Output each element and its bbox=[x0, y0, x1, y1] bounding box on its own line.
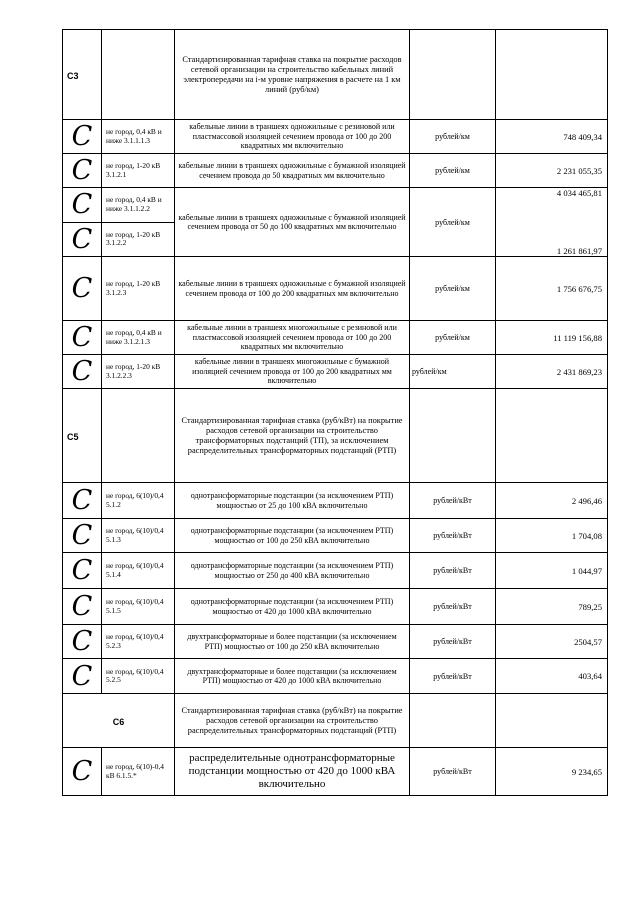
table-row bbox=[63, 321, 608, 355]
row-unit: рублей/кВт bbox=[410, 519, 496, 553]
row-unit: рублей/кВт bbox=[410, 748, 496, 796]
row-unit: рублей/кВт bbox=[410, 589, 496, 625]
section-row-c5 bbox=[63, 389, 608, 483]
section-label-cell bbox=[63, 389, 102, 483]
c-symbol: C bbox=[71, 223, 93, 255]
row-value: 2 431 869,23 bbox=[496, 355, 608, 389]
empty-cell bbox=[496, 389, 608, 483]
c-symbol: C bbox=[71, 591, 93, 622]
c-symbol-cell bbox=[63, 321, 102, 355]
c-symbol: C bbox=[71, 756, 93, 787]
empty-cell bbox=[410, 389, 496, 483]
empty-cell bbox=[102, 389, 175, 483]
section-title-cell bbox=[175, 694, 410, 748]
section-label-c3: С3 bbox=[67, 70, 79, 81]
c-symbol-cell bbox=[63, 483, 102, 519]
row-code: не город, 6(10)-0,4 кВ 6.1.5.* bbox=[102, 748, 175, 796]
row-value: 1 704,08 bbox=[496, 519, 608, 553]
section-label-c5: С5 bbox=[67, 431, 79, 442]
row-code: не город, 1-20 кВ 3.1.2.1 bbox=[102, 154, 175, 188]
row-code: не город, 1-20 кВ 3.1.2.2 bbox=[102, 222, 175, 257]
row-value: 2504,57 bbox=[496, 625, 608, 659]
empty-cell bbox=[496, 30, 608, 120]
row-value: 748 409,34 bbox=[496, 120, 608, 154]
row-unit: рублей/км bbox=[410, 154, 496, 188]
row-unit: рублей/км bbox=[410, 321, 496, 355]
section-title-c6: Стандартизированная тарифная ставка (руб/кВт) на покрытие расходов сетевой организации на строительство распределительных трансформаторных подстанций (РТП) bbox=[181, 705, 403, 735]
c-symbol-cell bbox=[63, 748, 102, 796]
table-row bbox=[63, 659, 608, 694]
c-symbol-cell bbox=[63, 589, 102, 625]
row-unit: рублей/км bbox=[410, 355, 496, 389]
c-symbol-cell bbox=[63, 257, 102, 321]
row-code: не город, 6(10)/0,4 5.2.3 bbox=[102, 625, 175, 659]
row-description: кабельные линии в траншеях многожильные с бумажной изоляцией сечением провода от 100 до 200 квадратных мм включительно bbox=[175, 355, 410, 389]
row-value-top: 4 034 465,81 bbox=[556, 188, 602, 198]
c-symbol-cell bbox=[63, 154, 102, 188]
c-symbol: C bbox=[71, 485, 93, 516]
c-symbol: C bbox=[71, 155, 93, 186]
section-row-c6 bbox=[63, 694, 608, 748]
c-symbol: C bbox=[71, 626, 93, 657]
row-description: кабельные линии в траншеях одножильные с резиновой или пластмассовой изоляцией сечением провода от 100 до 200 квадратных мм включительно bbox=[175, 120, 410, 154]
c-symbol-cell bbox=[63, 120, 102, 154]
section-label-c6: С6 bbox=[112, 716, 125, 727]
section-row-c3 bbox=[63, 30, 608, 120]
row-description: двухтрансформаторные и более подстанции (за исключением РТП) мощностью от 100 до 250 кВА включительно bbox=[175, 625, 410, 659]
c-symbol: C bbox=[71, 322, 93, 353]
tariff-table bbox=[62, 29, 608, 796]
c-symbol: C bbox=[71, 660, 93, 692]
table-row bbox=[63, 120, 608, 154]
row-code: не город, 0,4 кВ и ниже 3.1.2.1.3 bbox=[102, 321, 175, 355]
row-code: не город, 6(10)/0,4 5.2.5 bbox=[102, 659, 175, 694]
row-description: кабельные линии в траншеях одножильные с бумажной изоляцией сечением провода от 100 до 200 квадратных мм включительно bbox=[175, 257, 410, 321]
c-symbol-cell bbox=[63, 553, 102, 589]
row-unit: рублей/км bbox=[410, 257, 496, 321]
row-code: не город, 6(10)/0,4 5.1.3 bbox=[102, 519, 175, 553]
table-row bbox=[63, 483, 608, 519]
row-description: однотрансформаторные подстанции (за исключением РТП) мощностью от 250 до 400 кВА включительно bbox=[175, 553, 410, 589]
row-description: распределительные однотрансформаторные подстанции мощностью от 420 до 1000 кВА включительно bbox=[188, 752, 396, 790]
row-unit: рублей/кВт bbox=[410, 659, 496, 694]
split-value-container bbox=[496, 188, 602, 256]
row-value: 9 234,65 bbox=[496, 748, 608, 796]
c-symbol: C bbox=[71, 273, 93, 304]
row-description: кабельные линии в траншеях одножильные с бумажной изоляцией сечением провода от 50 до 100 квадратных мм включительно bbox=[175, 188, 410, 257]
table-row bbox=[63, 519, 608, 553]
c-symbol-cell bbox=[63, 625, 102, 659]
row-description: однотрансформаторные подстанции (за исключением РТП) мощностью от 100 до 250 кВА включительно bbox=[175, 519, 410, 553]
empty-cell bbox=[102, 30, 175, 120]
row-value: 1 044,97 bbox=[496, 553, 608, 589]
c-symbol: C bbox=[71, 121, 93, 152]
table-row bbox=[63, 154, 608, 188]
row-description: кабельные линии в траншеях одножильные с бумажной изоляцией сечением провода до 50 квадратных мм включительно bbox=[175, 154, 410, 188]
c-symbol-cell bbox=[63, 222, 102, 257]
row-value-bottom: 1 261 861,97 bbox=[556, 246, 602, 256]
c-symbol: C bbox=[71, 356, 93, 387]
c-symbol: C bbox=[71, 555, 93, 586]
row-unit: рублей/кВт bbox=[410, 553, 496, 589]
row-unit: рублей/км bbox=[410, 188, 496, 257]
table-row bbox=[63, 257, 608, 321]
row-description: двухтрансформаторные и более подстанции (за исключением РТП) мощностью от 420 до 1000 кВА включительно bbox=[175, 659, 410, 694]
row-unit: рублей/кВт bbox=[410, 625, 496, 659]
table-row bbox=[63, 748, 608, 796]
table-row bbox=[63, 355, 608, 389]
c-symbol-cell bbox=[63, 519, 102, 553]
table-row bbox=[63, 553, 608, 589]
row-code: не город, 6(10)/0,4 5.1.4 bbox=[102, 553, 175, 589]
row-value: 1 756 676,75 bbox=[496, 257, 608, 321]
c-symbol: C bbox=[71, 520, 93, 551]
row-unit: рублей/кВт bbox=[410, 483, 496, 519]
row-value: 2 231 055,35 bbox=[496, 154, 608, 188]
row-value: 403,64 bbox=[496, 659, 608, 694]
section-title-c3: Стандартизированная тарифная ставка на покрытие расходов сетевой организации на строительство кабельных линий электропередачи на i-м уровне напряжения в расчете на 1 км линий (руб/км) bbox=[182, 54, 402, 94]
row-code: не город, 0,4 кВ и ниже 3.1.1.1.3 bbox=[102, 120, 175, 154]
row-value: 11 119 156,88 bbox=[496, 321, 608, 355]
c-symbol: C bbox=[71, 189, 93, 221]
row-value-split bbox=[496, 188, 608, 257]
row-description: кабельные линии в траншеях многожильные с резиновой или пластмассовой изоляцией сечением провода от 100 до 200 квадратных мм включительно bbox=[175, 321, 410, 355]
row-code: не город, 6(10)/0,4 5.1.2 bbox=[102, 483, 175, 519]
row-value: 2 496,46 bbox=[496, 483, 608, 519]
c-symbol-cell bbox=[63, 659, 102, 694]
section-label-cell bbox=[63, 30, 102, 120]
section-title-cell bbox=[175, 389, 410, 483]
table-row bbox=[63, 188, 608, 223]
empty-cell bbox=[496, 694, 608, 748]
row-unit: рублей/км bbox=[410, 120, 496, 154]
c-symbol-cell bbox=[63, 355, 102, 389]
row-code: не город, 0,4 кВ и ниже 3.1.1.2.2 bbox=[102, 188, 175, 223]
empty-cell bbox=[410, 30, 496, 120]
row-code: не город, 1-20 кВ 3.1.2.2.3 bbox=[102, 355, 175, 389]
row-code: не город, 1-20 кВ 3.1.2.3 bbox=[102, 257, 175, 321]
row-code: не город, 6(10)/0,4 5.1.5 bbox=[102, 589, 175, 625]
row-description: однотрансформаторные подстанции (за исключением РТП) мощностью от 25 до 100 кВА включительно bbox=[175, 483, 410, 519]
table-row bbox=[63, 589, 608, 625]
row-description-cell bbox=[175, 748, 410, 796]
empty-cell bbox=[410, 694, 496, 748]
section-label-cell bbox=[63, 694, 175, 748]
section-title-c5: Стандартизированная тарифная ставка (руб/кВт) на покрытие расходов сетевой организации на строительство трансформаторных подстанций (ТП), за исключением распределительных трансформаторных подстанций (РТП) bbox=[181, 415, 403, 455]
c-symbol-cell bbox=[63, 188, 102, 223]
section-title-cell bbox=[175, 30, 410, 120]
row-description: однотрансформаторные подстанции (за исключением РТП) мощностью от 420 до 1000 кВА включительно bbox=[175, 589, 410, 625]
row-value: 789,25 bbox=[496, 589, 608, 625]
table-row bbox=[63, 625, 608, 659]
